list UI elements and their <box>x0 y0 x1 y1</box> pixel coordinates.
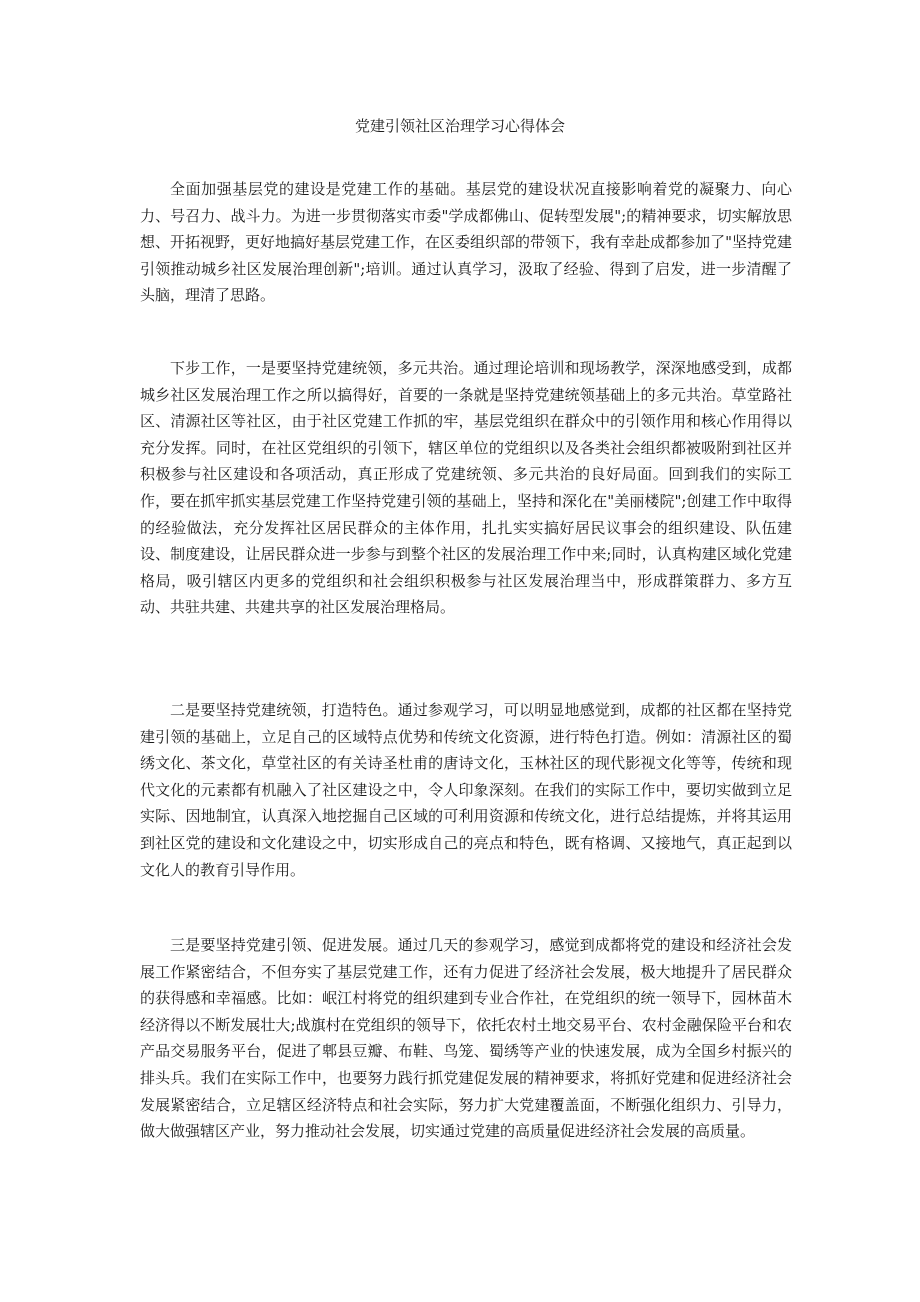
paragraph-point-two: 二是要坚持党建统领，打造特色。通过参观学习，可以明显地感觉到，成都的社区都在坚持党建引领的基础上，立足自己的区域特点优势和传统文化资源，进行特色打造。例如：清源社区的蜀绣文化、茶文化，草堂社区的有关诗圣杜甫的唐诗文化，玉林社区的现代影视文化等等，传统和现代文化的元素都有机融入了社区建设之中，令人印象深刻。在我们的实际工作中，要切实做到立足实际、因地制宜，认真深入地挖掘自己区域的可利用资源和传统文化，进行总结提炼，并将其运用到社区党的建设和文化建设之中，切实形成自己的亮点和特色，既有格调、又接地气，真正起到以文化人的教育引导作用。 <box>140 701 792 879</box>
paragraph-point-one: 下步工作，一是要坚持党建统领，多元共治。通过理论培训和现场教学，深深地感受到，成都城乡社区发展治理工作之所以搞得好，首要的一条就是坚持党建统领基础上的多元共治。草堂路社区、清源社区等社区，由于社区党建工作抓的牢，基层党组织在群众中的引领作用和核心作用得以充分发挥。同时，在社区党组织的引领下，辖区单位的党组织以及各类社会组织都被吸附到社区并积极参与社区建设和各项活动，真正形成了党建统领、多元共治的良好局面。回到我们的实际工作，要在抓牢抓实基层党建工作坚持党建引领的基础上，坚持和深化在"美丽楼院";创建工作中取得的经验做法，充分发挥社区居民群众的主体作用，扎扎实实搞好居民议事会的组织建设、队伍建设、制度建设，让居民群众进一步参与到整个社区的发展治理工作中来;同时，认真构建区域化党建格局，吸引辖区内更多的党组织和社会组织积极参与社区发展治理当中，形成群策群力、多方互动、共驻共建、共建共享的社区发展治理格局。 <box>140 359 792 617</box>
page-title: 党建引领社区治理学习心得体会 <box>354 117 565 135</box>
paragraph-point-three: 三是要坚持党建引领、促进发展。通过几天的参观学习，感觉到成都将党的建设和经济社会发展工作紧密结合，不但夯实了基层党建工作，还有力促进了经济社会发展，极大地提升了居民群众的获得感和幸福感。比如：岷江村将党的组织建到专业合作社，在党组织的统一领导下，园林苗木经济得以不断发展壮大;战旗村在党组织的领导下，依托农村土地交易平台、农村金融保险平台和农产品交易服务平台，促进了郫县豆瓣、布鞋、鸟笼、蜀绣等产业的快速发展，成为全国乡村振兴的排头兵。我们在实际工作中，也要努力践行抓党建促发展的精神要求，将抓好党建和促进经济社会发展紧密结合，立足辖区经济特点和社会实际，努力扩大党建覆盖面，不断强化组织力、引导力，做大做强辖区产业，努力推动社会发展，切实通过党建的高质量促进经济社会发展的高质量。 <box>140 936 792 1141</box>
paragraph-intro: 全面加强基层党的建设是党建工作的基础。基层党的建设状况直接影响着党的凝聚力、向心力、号召力、战斗力。为进一步贯彻落实市委"学成都佛山、促转型发展";的精神要求，切实解放思想、开拓视野，更好地搞好基层党建工作，在区委组织部的带领下，我有幸赴成都参加了"坚持党建引领推动城乡社区发展治理创新";培训。通过认真学习，汲取了经验、得到了启发，进一步清醒了头脑，理清了思路。 <box>140 180 792 305</box>
